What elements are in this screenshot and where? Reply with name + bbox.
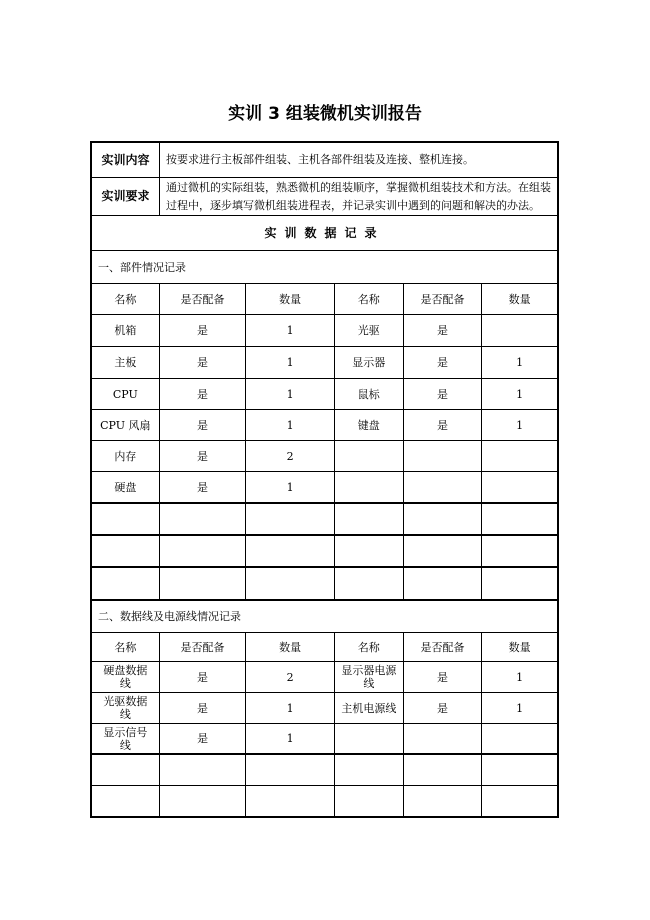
parts-heading-row — [92, 251, 557, 284]
table-cell: 是 — [160, 410, 247, 440]
table-cell — [404, 504, 483, 534]
table-cell: 是 — [160, 472, 247, 502]
section-title-row — [92, 216, 557, 251]
requirement-row — [92, 178, 557, 216]
table-cell — [92, 568, 160, 599]
table-cell — [160, 568, 247, 599]
content-label: 实训内容 — [92, 143, 160, 177]
content-row — [92, 143, 557, 178]
section-title: 实训数据记录 — [264, 225, 385, 240]
table-cell: CPU 风扇 — [92, 410, 160, 440]
table-cell: 是 — [160, 441, 247, 471]
table-cell: 主机电源线 — [335, 693, 404, 723]
table-cell — [246, 504, 335, 534]
table-cell: 是 — [404, 662, 483, 692]
table-row — [92, 472, 557, 504]
table-cell: 硬盘 — [92, 472, 160, 502]
table-cell: 键盘 — [335, 410, 404, 440]
table-row — [92, 568, 557, 601]
header-name: 名称 — [335, 633, 404, 661]
report-table — [90, 141, 559, 818]
table-cell — [335, 724, 404, 753]
table-cell — [160, 536, 247, 566]
header-name: 名称 — [335, 284, 404, 314]
table-cell: 1 — [246, 347, 335, 378]
table-cell — [246, 786, 335, 816]
table-cell: 1 — [246, 379, 335, 409]
header-equipped: 是否配备 — [404, 284, 483, 314]
table-row — [92, 410, 557, 441]
cables-heading-row — [92, 601, 557, 633]
table-cell: 1 — [246, 472, 335, 502]
table-row — [92, 755, 557, 786]
table-cell: 是 — [404, 315, 483, 346]
table-cell: 是 — [160, 315, 247, 346]
table-cell: 1 — [246, 315, 335, 346]
table-cell: 1 — [516, 356, 524, 369]
table-cell — [404, 441, 483, 471]
table-cell: 机箱 — [92, 315, 160, 346]
table-cell: 显示器电源线 — [335, 662, 404, 692]
table-cell — [482, 536, 557, 566]
table-cell: 1 — [246, 693, 335, 723]
table-cell: 1 — [516, 670, 524, 684]
table-cell — [92, 536, 160, 566]
table-cell — [335, 536, 404, 566]
table-cell: 是 — [404, 410, 483, 440]
requirement-text: 通过微机的实际组装，熟悉微机的组装顺序，掌握微机组装技术和方法。在组装过程中，逐步填写微机组装进程表，并记录实训中遇到的问题和解决的办法。 — [166, 180, 551, 212]
table-row — [92, 536, 557, 568]
cables-heading: 二、数据线及电源线情况记录 — [98, 610, 241, 623]
parts-heading: 一、部件情况记录 — [98, 260, 186, 274]
table-cell — [246, 536, 335, 566]
table-cell — [335, 441, 404, 471]
table-row — [92, 786, 557, 816]
table-row — [92, 379, 557, 410]
table-cell: 1 — [246, 410, 335, 440]
cables-header-row — [92, 633, 557, 662]
table-cell — [335, 755, 404, 785]
table-cell: 1 — [246, 724, 335, 753]
table-cell — [482, 441, 557, 471]
table-cell: 光驱 — [335, 315, 404, 346]
table-cell: 2 — [246, 662, 335, 692]
table-row — [92, 441, 557, 472]
header-quantity: 数量 — [246, 633, 335, 661]
table-cell — [482, 472, 557, 502]
table-cell — [404, 724, 483, 753]
table-cell — [404, 568, 483, 599]
header-equipped: 是否配备 — [404, 633, 483, 661]
table-cell — [482, 568, 557, 599]
table-row — [92, 724, 557, 755]
header-quantity: 数量 — [246, 284, 335, 314]
table-cell: 显示器 — [335, 347, 404, 378]
table-cell: 是 — [160, 347, 247, 378]
table-cell — [160, 786, 247, 816]
table-cell: 显示信号线 — [92, 724, 160, 753]
content-text: 按要求进行主板部件组装、主机各部件组装及连接、整机连接。 — [166, 153, 474, 166]
table-cell — [404, 472, 483, 502]
table-cell — [92, 786, 160, 816]
table-cell: 2 — [246, 441, 335, 471]
table-row — [92, 504, 557, 536]
table-row — [92, 315, 557, 347]
table-cell — [335, 786, 404, 816]
table-cell: 是 — [160, 379, 247, 409]
table-row — [92, 662, 557, 693]
table-cell: 是 — [160, 693, 247, 723]
table-cell — [482, 504, 557, 534]
table-cell — [482, 315, 557, 346]
table-cell — [482, 724, 557, 753]
table-cell: 是 — [160, 662, 247, 692]
page-title: 实训 3 组装微机实训报告 — [228, 104, 422, 124]
table-cell: 1 — [516, 418, 524, 432]
table-cell: 光驱数据线 — [92, 693, 160, 723]
header-quantity: 数量 — [508, 292, 531, 306]
table-cell — [335, 504, 404, 534]
table-cell — [160, 504, 247, 534]
table-cell: 主板 — [92, 347, 160, 378]
table-cell — [92, 504, 160, 534]
table-cell — [246, 755, 335, 785]
table-cell — [92, 755, 160, 785]
parts-header-row — [92, 284, 557, 315]
table-cell: 内存 — [92, 441, 160, 471]
table-cell — [335, 472, 404, 502]
table-cell: 1 — [516, 701, 524, 715]
table-cell — [335, 568, 404, 599]
table-cell — [482, 755, 557, 785]
table-cell: 是 — [404, 693, 483, 723]
table-row — [92, 347, 557, 379]
table-cell — [404, 536, 483, 566]
table-row — [92, 693, 557, 724]
table-cell: 是 — [404, 379, 483, 409]
table-cell — [160, 755, 247, 785]
table-cell — [404, 786, 483, 816]
requirement-label: 实训要求 — [92, 178, 160, 215]
header-name: 名称 — [92, 284, 160, 314]
table-cell: 是 — [404, 347, 483, 378]
table-cell — [482, 786, 557, 816]
header-equipped: 是否配备 — [160, 633, 247, 661]
header-quantity: 数量 — [508, 640, 531, 654]
header-name: 名称 — [92, 633, 160, 661]
table-cell: 1 — [516, 387, 524, 401]
table-cell: 硬盘数据线 — [92, 662, 160, 692]
table-cell — [404, 755, 483, 785]
table-cell: 是 — [160, 724, 247, 753]
table-cell: CPU — [92, 379, 160, 409]
header-equipped: 是否配备 — [160, 284, 247, 314]
table-cell — [246, 568, 335, 599]
table-cell: 鼠标 — [335, 379, 404, 409]
